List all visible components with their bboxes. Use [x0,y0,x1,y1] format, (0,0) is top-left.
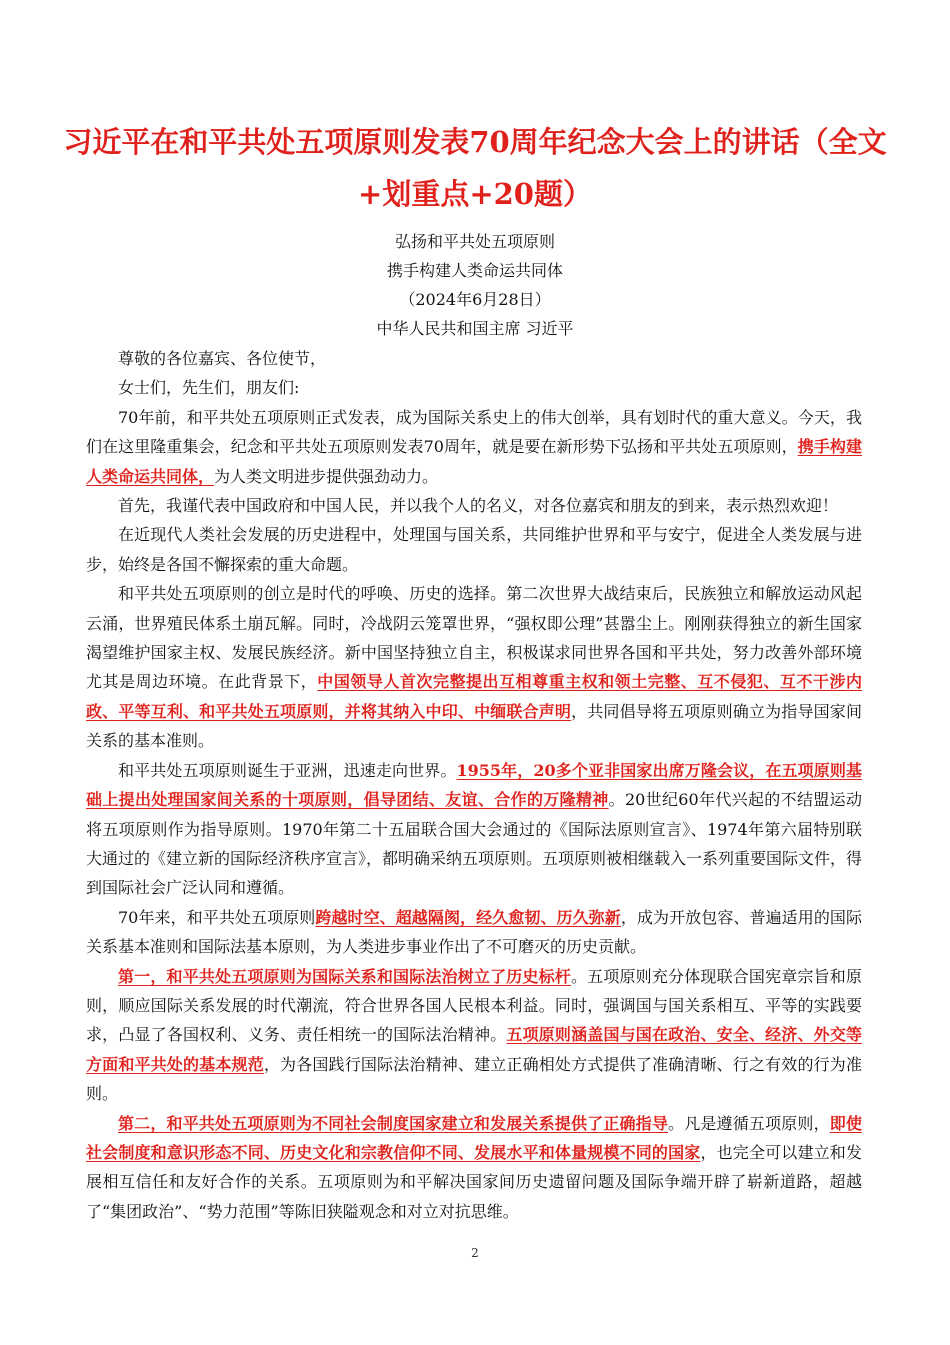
paragraph-text: ，成为开放包容、普遍适用的国际关系基本准则和国际法基本原则，为人类进步事业作出了不可磨灭的历史贡献。 [86,907,862,957]
paragraph-text: 。凡是遵循五项原则， [668,1113,830,1133]
page-number: 2 [471,1246,479,1260]
highlighted-key-point: 携手构建人类命运共同体， [86,437,862,486]
paragraph [86,962,862,1109]
paragraph: 首先，我谨代表中国政府和中国人民，并以我个人的名义，对各位嘉宾和朋友的到来，表示热烈欢迎！ [118,496,839,516]
paragraph [86,579,862,755]
salutation-audience: 女士们，先生们，朋友们: [118,378,300,398]
speaker-line: 中华人民共和国主席 习近平 [376,319,574,338]
document-title: 习近平在和平共处五项原则发表70周年纪念大会上的讲话（全文+划重点+20题） [63,125,887,211]
highlighted-key-point: 跨越时空、超越隔阂，经久愈韧、历久弥新 [315,907,621,927]
paragraph-text: 和平共处五项原则的创立是时代的呼唤、历史的选择。第二次世界大战结束后，民族独立和解放运动风起云涌，世界殖民体系土崩瓦解。同时，冷战阴云笼罩世界，“强权即公理”甚嚣尘上。刚刚获得独立的新生国家渴望维护国家主权、发展民族经济。新中国坚持独立自主，积极谋求同世界各国和平共处，努力改善外部环境尤其是周边环境。在此背景下， [86,584,862,692]
highlighted-key-point: 五项原则涵盖国与国在政治、安全、经济、外交等方面和平共处的基本规范 [86,1025,862,1074]
paragraph-text: 。20世纪60年代兴起的不结盟运动将五项原则作为指导原则。1970年第二十五届联合国大会通过的《国际法原则宣言》、1974年第六届特别联大通过的《建立新的国际经济秩序宣言》，都明确采纳五项原则。五项原则被相继载入一系列重要国际文件，得到国际社会广泛认同和遵循。 [86,790,863,898]
paragraph-text: ，共同倡导将五项原则确立为指导国家间关系的基本准则。 [86,701,862,751]
speech-date: （2024年6月28日） [399,290,551,309]
speech-title-line-1: 弘扬和平共处五项原则 [394,232,555,251]
speech-body [86,344,862,1226]
salutation-guests: 尊敬的各位嘉宾、各位使节， [118,349,327,368]
highlighted-key-point: 第二，和平共处五项原则为不同社会制度国家建立和发展关系提供了正确指导 [118,1113,669,1133]
highlighted-key-point: 中国领导人首次完整提出互相尊重主权和领土完整、互不侵犯、互不干涉内政、平等互利、和平共处五项原则，并将其纳入中印、中缅联合声明 [86,672,862,721]
paragraph-text: 为人类文明进步提供强劲动力。 [214,466,439,486]
paragraph [86,403,862,491]
speech-title-line-2: 携手构建人类命运共同体 [386,261,563,280]
paragraph-text: ，也完全可以建立和发展相互信任和友好合作的关系。五项原则为和平解决国家间历史遗留问题及国际争端开辟了崭新道路，超越了“集团政治”、“势力范围”等陈旧狭隘观念和对立对抗思维。 [86,1142,862,1221]
paragraph [86,903,862,962]
paragraph-text: 70年来，和平共处五项原则 [118,907,316,927]
paragraph-text: ，为各国践行国际法治精神、建立正确相处方式提供了准确清晰、行之有效的行为准则。 [86,1054,862,1104]
highlighted-key-point: 1955年，20多个亚非国家出席万隆会议，在五项原则基础上提出处理国家间关系的十项原则，倡导团结、友谊、合作的万隆精神 [86,760,862,810]
paragraph-text: 70年前，和平共处五项原则正式发表，成为国际关系史上的伟大创举，具有划时代的重大意义。今天，我们在这里隆重集会，纪念和平共处五项原则发表70周年，就是要在新形势下弘扬和平共处五项原则， [86,407,862,457]
paragraph: 在近现代人类社会发展的历史进程中，处理国与国关系，共同维护世界和平与安宁，促进全人类发展与进步，始终是各国不懈探索的重大命题。 [86,525,862,574]
paragraph [86,756,862,903]
paragraph [86,1109,862,1227]
highlighted-key-point: 即使社会制度和意识形态不同、历史文化和宗教信仰不同、发展水平和体量规模不同的国家 [86,1113,862,1162]
paragraph-text: 。五项原则充分体现联合国宪章宗旨和原则，顺应国际关系发展的时代潮流，符合世界各国人民根本利益。同时，强调国与国关系相互、平等的实践要求，凸显了各国权利、义务、责任相统一的国际法治精神。 [86,966,862,1045]
paragraph-text: 和平共处五项原则诞生于亚洲，迅速走向世界。 [118,760,457,780]
highlighted-key-point: 第一，和平共处五项原则为国际关系和国际法治树立了历史标杆 [118,966,571,986]
